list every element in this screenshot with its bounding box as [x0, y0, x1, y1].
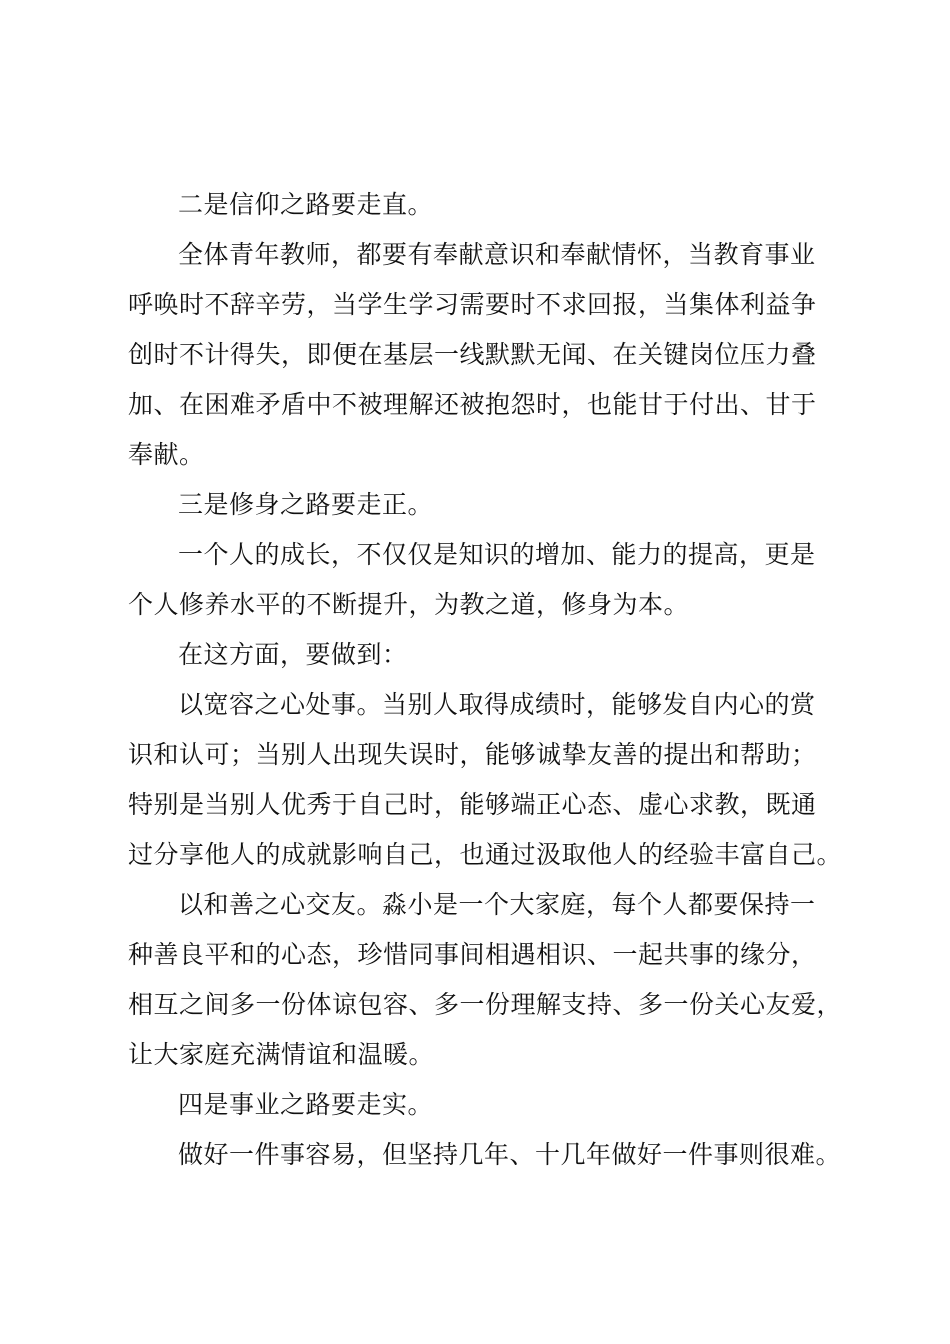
- paragraph-line: 加、在困难矛盾中不被理解还被抱怨时，也能甘于付出、甘于: [128, 390, 817, 419]
- section-heading-faith: 二是信仰之路要走直。: [178, 190, 434, 219]
- paragraph-line: 在这方面，要做到：: [178, 640, 408, 669]
- paragraph-line: 个人修养水平的不断提升，为教之道，修身为本。: [128, 590, 690, 619]
- paragraph-line: 做好一件事容易，但坚持几年、十几年做好一件事则很难。: [178, 1140, 842, 1169]
- paragraph-line: 呼唤时不辞辛劳，当学生学习需要时不求回报，当集体利益争: [128, 290, 817, 319]
- paragraph-line: 全体青年教师，都要有奉献意识和奉献情怀，当教育事业: [178, 240, 816, 269]
- paragraph-line: 识和认可；当别人出现失误时，能够诚挚友善的提出和帮助；: [128, 740, 817, 769]
- paragraph-line: 特别是当别人优秀于自己时，能够端正心态、虚心求教，既通: [128, 790, 817, 819]
- paragraph-line: 过分享他人的成就影响自己，也通过汲取他人的经验丰富自己。: [128, 840, 843, 869]
- paragraph-line: 以和善之心交友。淼小是一个大家庭，每个人都要保持一: [178, 890, 816, 919]
- paragraph-line: 让大家庭充满情谊和温暖。: [128, 1040, 435, 1069]
- paragraph-line: 创时不计得失，即便在基层一线默默无闻、在关键岗位压力叠: [128, 340, 817, 369]
- section-heading-career: 四是事业之路要走实。: [178, 1090, 434, 1119]
- paragraph-line: 一个人的成长，不仅仅是知识的增加、能力的提高，更是: [178, 540, 816, 569]
- paragraph-line: 奉献。: [128, 440, 205, 469]
- paragraph-line: 种善良平和的心态，珍惜同事间相遇相识、一起共事的缘分，: [128, 940, 817, 969]
- paragraph-line: 相互之间多一份体谅包容、多一份理解支持、多一份关心友爱，: [128, 990, 843, 1019]
- section-heading-self-cultivation: 三是修身之路要走正。: [178, 490, 434, 519]
- paragraph-line: 以宽容之心处事。当别人取得成绩时，能够发自内心的赏: [178, 690, 816, 719]
